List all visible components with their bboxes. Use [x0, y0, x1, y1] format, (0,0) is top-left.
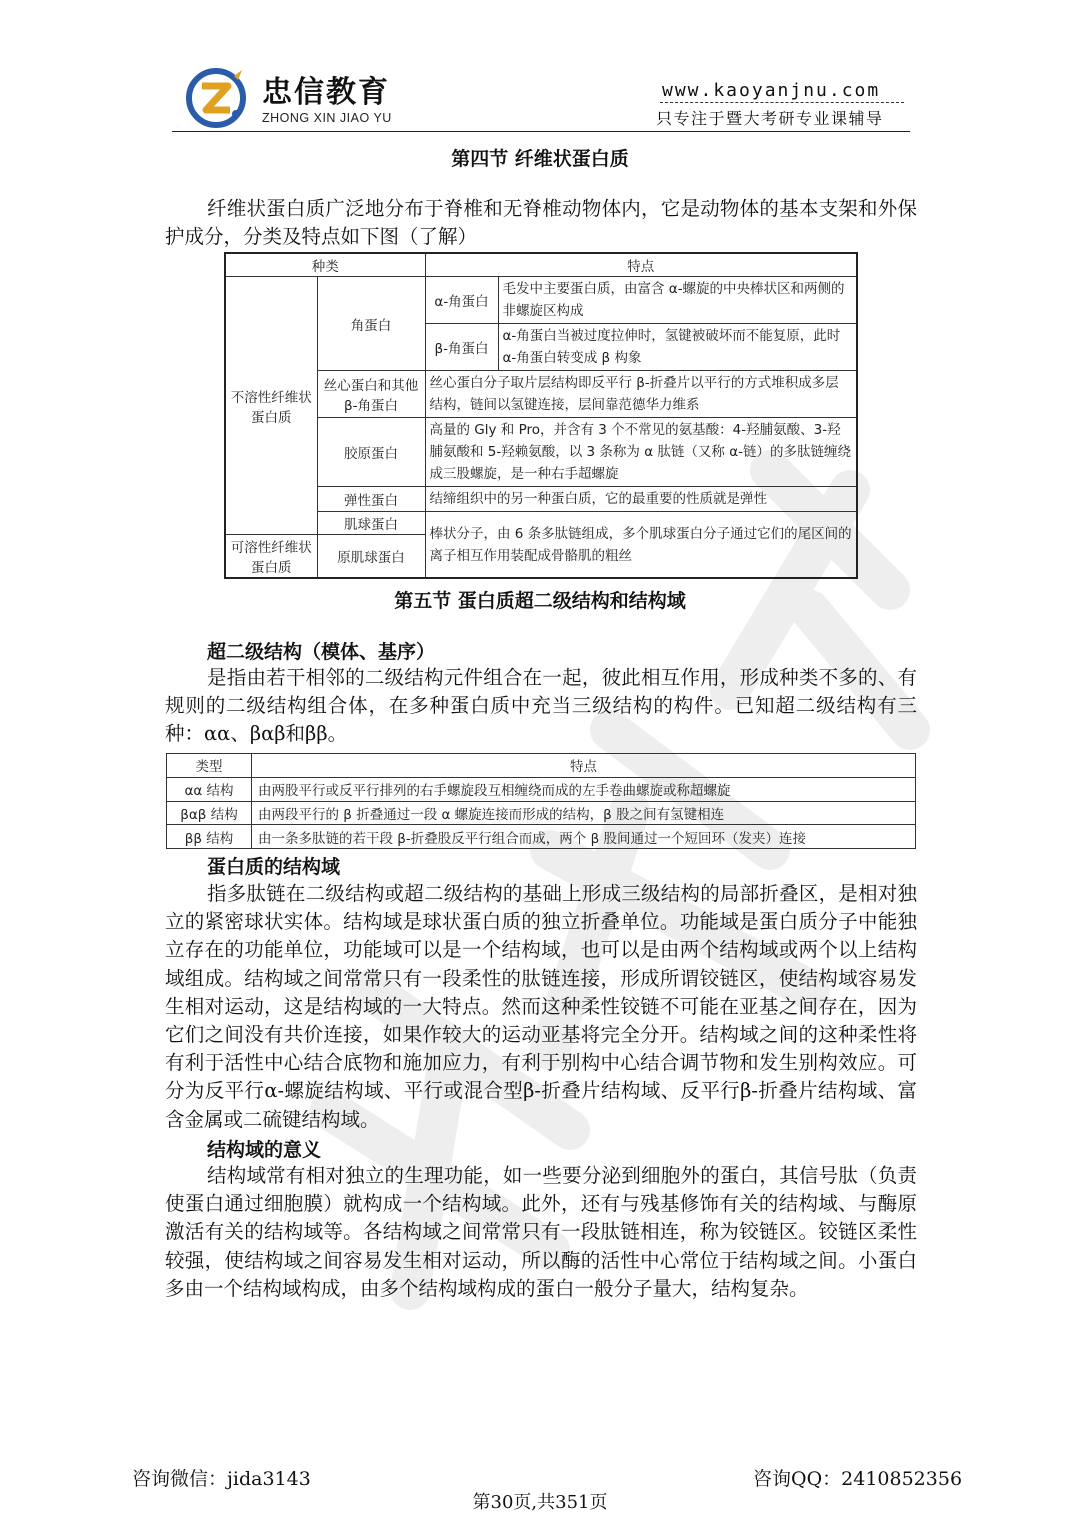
domain-heading: 蛋白质的结构域	[207, 856, 341, 878]
feature-cell: 由两段平行的 β 折叠通过一段 α 螺旋连接而形成的结构，β 股之间有氢键相连	[252, 801, 916, 825]
table-row	[225, 487, 857, 512]
elastin-feature: 结缔组织中的另一种蛋白质，它的最重要的性质就是弹性	[425, 487, 857, 512]
section4-title: 第四节 纤维状蛋白质	[451, 148, 629, 170]
soluble-category: 可溶性纤维状蛋白质	[225, 535, 317, 579]
meaning-heading: 结构域的意义	[207, 1139, 322, 1161]
elastin-cell: 弹性蛋白	[317, 487, 425, 512]
meaning-text: 结构域常有相对独立的生理功能，如一些要分泌到细胞外的蛋白，其信号肽（负责使蛋白通过细胞膜）就构成一个结构域。此外，还有与残基修饰有关的结构域、与酶原激活有关的结构域等。各结构域之间常常只有一段肽链相连，称为铰链区。铰链区柔性较强，使结构域之间容易发生相对运动，所以酶的活性中心常位于结构域之间。小蛋白多由一个结构域构成，由多个结构域构成的蛋白一般分子量大，结构复杂。	[165, 1164, 917, 1300]
col-feature-header: 特点	[425, 253, 857, 277]
beta-keratin-feature: α-角蛋白当被过度拉伸时，氢键被破坏而不能复原，此时 α-角蛋白转变成 β 构象	[498, 324, 857, 371]
table-header-row	[167, 754, 916, 778]
table-row	[167, 801, 916, 825]
fibroin-feature: 丝心蛋白分子取片层结构即反平行 β-折叠片以平行的方式堆积成多层结构，链间以氢键连接，层间靠范德华力维系	[425, 371, 857, 418]
col-type-header: 种类	[225, 253, 425, 277]
myosin-cell: 肌球蛋白	[317, 512, 425, 535]
table-row	[167, 825, 916, 849]
brand	[262, 76, 392, 125]
type-cell: βαβ 结构	[167, 801, 252, 825]
collagen-cell: 胶原蛋白	[317, 418, 425, 487]
section5-title: 第五节 蛋白质超二级结构和结构域	[394, 590, 686, 612]
tropomyosin-cell: 原肌球蛋白	[317, 535, 425, 579]
brand-name-en: ZHONG XIN JIAO YU	[262, 111, 392, 125]
section4-intro: 纤维状蛋白质广泛地分布于脊椎和无脊椎动物体内，它是动物体的基本支架和外保护成分，分类及特点如下图（了解）	[165, 197, 917, 249]
slogan: 只专注于暨大考研专业课辅导	[656, 109, 884, 128]
header-divider	[172, 131, 910, 132]
beta-keratin-cell: β-角蛋白	[425, 324, 498, 371]
footer-wechat: 咨询微信：jida3143	[132, 1468, 311, 1490]
brand-name-cn: 忠信教育	[262, 75, 390, 110]
footer-qq: 咨询QQ：2410852356	[753, 1468, 963, 1490]
fibrous-protein-table	[224, 252, 858, 579]
col-type-header: 类型	[167, 754, 252, 778]
table-header-row	[225, 253, 857, 277]
website-divider	[660, 102, 904, 103]
supersecondary-text: 是指由若干相邻的二级结构元件组合在一起，彼此相互作用，形成种类不多的、有规则的二级结构组合体，在多种蛋白质中充当三级结构的构件。已知超二级结构有三种：αα、βαβ和ββ。	[165, 666, 917, 746]
myosin-feature: 棒状分子，由 6 条多肽链组成，多个肌球蛋白分子通过它们的尾区间的离子相互作用装配成骨骼肌的粗丝	[425, 512, 857, 579]
website-url: www.kaoyanjnu.com	[662, 80, 881, 101]
fibroin-cell: 丝心蛋白和其他 β-角蛋白	[317, 371, 425, 418]
table-row	[167, 777, 916, 801]
domain-text: 指多肽链在二级结构或超二级结构的基础上形成三级结构的局部折叠区，是相对独立的紧密球状实体。结构域是球状蛋白质的独立折叠单位。功能域是蛋白质分子中能独立存在的功能单位，功能域可以是一个结构域，也可以是由两个结构域或两个以上结构域组成。结构域之间常常只有一段柔性的肽链连接，形成所谓铰链区，使结构域容易发生相对运动，这是结构域的一大特点。然而这种柔性铰链不可能在亚基之间存在，因为它们之间没有共价连接，如果作较大的运动亚基将完全分开。结构域之间的这种柔性将有利于活性中心结合底物和施加应力，有利于别构中心结合调节物和发生别构效应。可分为反平行α-螺旋结构域、平行或混合型β-折叠片结构域、反平行β-折叠片结构域、富含金属或二硫键结构域。	[165, 882, 917, 1131]
supersecondary-table	[166, 753, 916, 849]
alpha-keratin-cell: α-角蛋白	[425, 277, 498, 324]
feature-cell: 由一条多肽链的若干段 β-折叠股反平行组合而成，两个 β 股间通过一个短回环（发夹）连接	[252, 825, 916, 849]
feature-cell: 由两股平行或反平行排列的右手螺旋段互相缠绕而成的左手卷曲螺旋或称超螺旋	[252, 777, 916, 801]
table-row	[225, 512, 857, 535]
collagen-feature: 高量的 Gly 和 Pro，并含有 3 个不常见的氨基酸：4-羟脯氨酸、3-羟脯氨酸和 5-羟赖氨酸，以 3 条称为 α 肽链（又称 α-链）的多肽链缠绕成三股螺旋，是一种右手超螺旋	[425, 418, 857, 487]
insoluble-category: 不溶性纤维状蛋白质	[225, 277, 317, 535]
logo-icon	[184, 66, 248, 130]
type-cell: αα 结构	[167, 777, 252, 801]
alpha-keratin-feature: 毛发中主要蛋白质，由富含 α-螺旋的中央棒状区和两侧的非螺旋区构成	[498, 277, 857, 324]
keratin-cell: 角蛋白	[317, 277, 425, 371]
table-row	[225, 418, 857, 487]
type-cell: ββ 结构	[167, 825, 252, 849]
table-row	[225, 277, 857, 324]
page-number: 第30页,共351页	[472, 1492, 608, 1513]
col-feature-header: 特点	[252, 754, 916, 778]
table-row	[225, 371, 857, 418]
supersecondary-heading: 超二级结构（模体、基序）	[207, 641, 436, 663]
